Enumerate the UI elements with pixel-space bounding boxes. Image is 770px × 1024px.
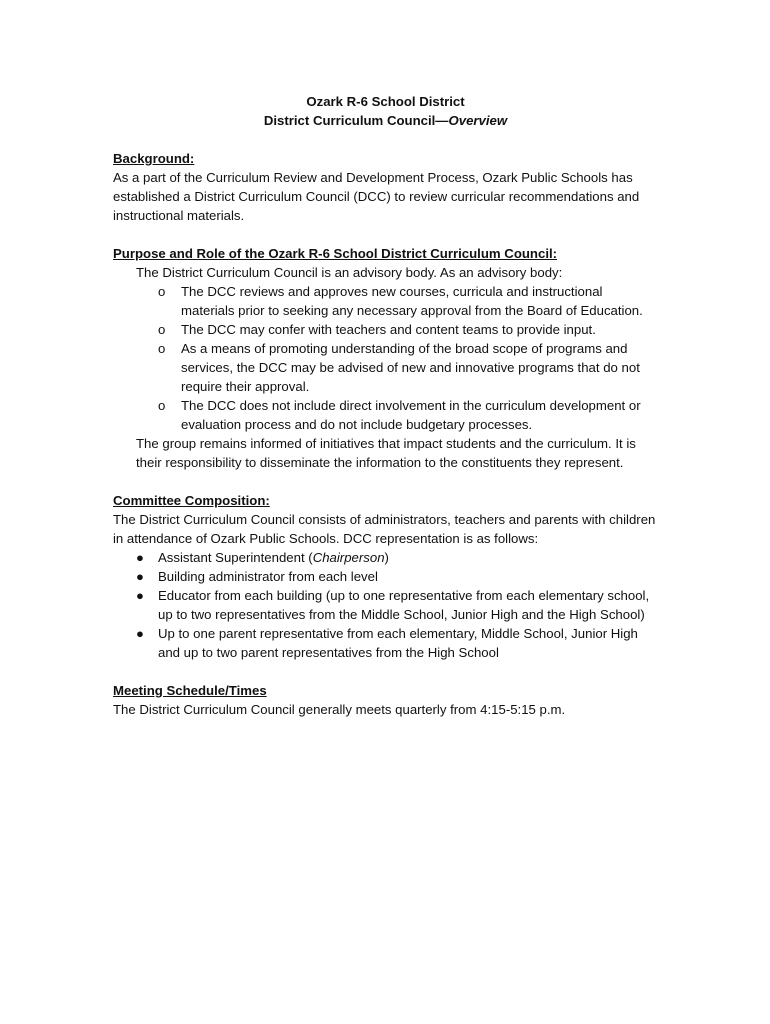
purpose-outro: The group remains informed of initiatives that impact students and the curriculum. It is their responsibility to disseminate the information to the constituents they represent. <box>136 436 636 470</box>
composition-list <box>113 548 658 662</box>
list-item <box>113 282 658 320</box>
list-item-text: Educator from each building (up to one representative from each elementary school, up to two representatives from the Middle School, Junior High and the High School) <box>158 588 650 622</box>
background-heading: Background: <box>113 151 195 166</box>
list-item <box>113 624 658 662</box>
list-item <box>113 339 658 396</box>
document-subtitle <box>113 111 658 130</box>
document-title <box>113 92 658 130</box>
circle-bullet-icon: o <box>158 284 166 299</box>
bullet-icon: ● <box>136 588 144 603</box>
list-item-prefix: Assistant Superintendent ( <box>158 550 313 565</box>
list-item-suffix: ) <box>384 550 389 565</box>
bullet-icon: ● <box>136 550 144 565</box>
bullet-icon: ● <box>136 569 144 584</box>
circle-bullet-icon: o <box>158 322 166 337</box>
circle-bullet-icon: o <box>158 398 166 413</box>
list-item-text: Up to one parent representative from each elementary, Middle School, Junior High and up to two parent representatives from the High School <box>158 626 638 660</box>
purpose-intro: The District Curriculum Council is an advisory body. As an advisory body: <box>136 265 563 280</box>
bullet-icon: ● <box>136 626 144 641</box>
background-text: As a part of the Curriculum Review and Development Process, Ozark Public Schools has established a District Curriculum Council (DCC) to review curricular recommendations and instructional materials. <box>113 170 640 223</box>
composition-heading: Committee Composition: <box>113 493 270 508</box>
list-item <box>113 567 658 586</box>
list-item-italic: Chairperson <box>312 550 385 565</box>
meeting-heading: Meeting Schedule/Times <box>113 683 267 698</box>
list-item <box>113 548 658 567</box>
list-item <box>113 396 658 434</box>
circle-bullet-icon: o <box>158 341 166 356</box>
list-item-text: The DCC does not include direct involvement in the curriculum development or evaluation process and do not include budgetary processes. <box>181 398 641 432</box>
list-item <box>113 586 658 624</box>
meeting-text: The District Curriculum Council generally meets quarterly from 4:15-5:15 p.m. <box>113 702 566 717</box>
subtitle-prefix: District Curriculum Council— <box>263 113 449 128</box>
list-item-text: The DCC reviews and approves new courses, curricula and instructional materials prior to seeking any necessary approval from the Board of Education. <box>181 284 643 318</box>
subtitle-italic: Overview <box>448 113 508 128</box>
district-name: Ozark R-6 School District <box>306 94 465 109</box>
list-item-text: The DCC may confer with teachers and content teams to provide input. <box>181 322 596 337</box>
document-page <box>113 92 658 719</box>
purpose-list <box>113 282 658 434</box>
list-item-text: Building administrator from each level <box>158 569 378 584</box>
composition-intro: The District Curriculum Council consists of administrators, teachers and parents with children in attendance of Ozark Public Schools. DCC representation is as follows: <box>113 512 656 546</box>
list-item <box>113 320 658 339</box>
purpose-heading: Purpose and Role of the Ozark R-6 School District Curriculum Council: <box>113 246 558 261</box>
list-item-text: As a means of promoting understanding of the broad scope of programs and services, the DCC may be advised of new and innovative programs that do not require their approval. <box>181 341 640 394</box>
